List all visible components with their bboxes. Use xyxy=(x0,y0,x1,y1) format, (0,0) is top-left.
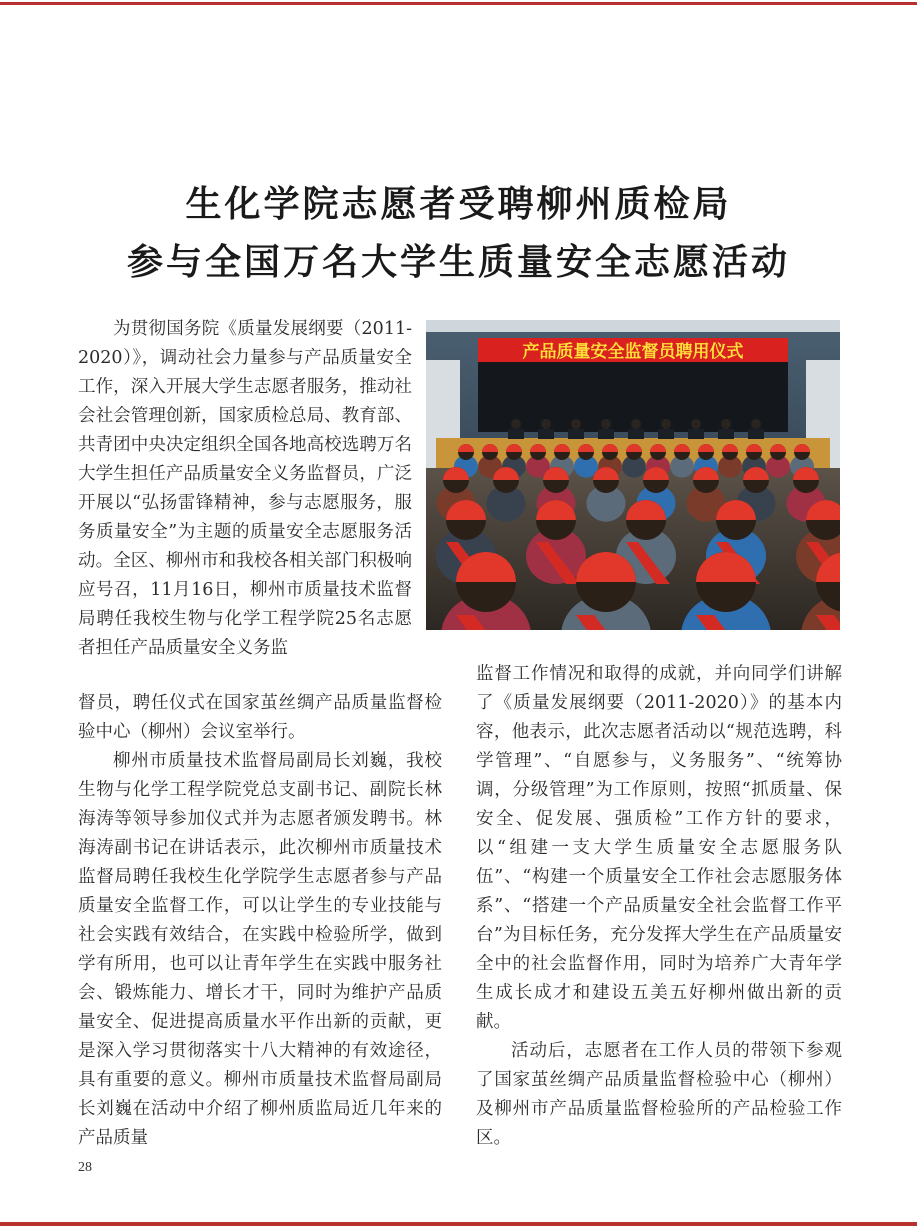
bottom-border-rule xyxy=(0,1222,917,1226)
article-title-line-2: 参与全国万名大学生质量安全志愿活动 xyxy=(126,242,790,283)
photo-officials xyxy=(508,419,764,439)
official-head xyxy=(751,419,761,429)
official-body xyxy=(568,429,584,439)
official-body xyxy=(538,429,554,439)
official-body xyxy=(658,429,674,439)
photo-banner-text: 产品质量安全监督员聘用仪式 xyxy=(522,342,744,362)
official-head xyxy=(541,419,551,429)
official-head xyxy=(721,419,731,429)
left-column-bottom xyxy=(78,689,442,1153)
official-body xyxy=(598,429,614,439)
official-body xyxy=(628,429,644,439)
official-head xyxy=(661,419,671,429)
official-body xyxy=(748,429,764,439)
paragraph-2: 柳州市质量技术监督局副局长刘巍，我校生物与化学工程学院党总支副书记、副院长林海涛等领导参加仪式并为志愿者颁发聘书。林海涛副书记在讲话表示，此次柳州市质量技术监督局聘任我校生化学院学生志愿者参与产品质量安全监督工作，可以让学生的专业技能与社会实践有效结合，在实践中检验所学，做到学有所用，也可以让青年学生在实践中服务社会、锻炼能力、增长才干，同时为维护产品质量安全、促进提高质量水平作出新的贡献，更是深入学习贯彻落实十八大精神的有效途径，具有重要的意义。柳州市质量技术监督局副局长刘巍在活动中介绍了柳州质监局近几年来的产品质量 xyxy=(78,751,442,1148)
official-head xyxy=(601,419,611,429)
official-body xyxy=(688,429,704,439)
photo-ceiling xyxy=(426,320,840,332)
right-column xyxy=(476,660,842,1153)
article-title-line-1: 生化学院志愿者受聘柳州质检局 xyxy=(185,184,732,225)
paragraph-1-start: 为贯彻国务院《质量发展纲要（2011-2020）》，调动社会力量参与产品质量安全工作，深入开展大学生志愿者服务，推动社会社会管理创新，国家质检总局、教育部、共青团中央决定组织全国各地高校选聘万名大学生担任产品质量安全义务监督员，广泛开展以“弘扬雷锋精神，参与志愿服务，服务质量安全”为主题的质量安全志愿服务活动。全区、柳州市和我校各相关部门积极响应号召，11月16日，柳州市质量技术监督局聘任我校生物与化学工程学院25名志愿者担任产品质量安全义务监 xyxy=(78,319,412,658)
paragraph-1-end: 督员，聘任仪式在国家茧丝绸产品质量监督检验中心（柳州）会议室举行。 xyxy=(78,693,442,742)
official-body xyxy=(508,429,524,439)
top-border-rule xyxy=(0,2,917,5)
left-column-top xyxy=(78,315,412,663)
official-head xyxy=(631,419,641,429)
paragraph-2-continued: 监督工作情况和取得的成就，并向同学们讲解了《质量发展纲要（2011-2020）》的基本内容，他表示，此次志愿者活动以“规范选聘，科学管理”、“自愿参与，义务服务”、“统筹协调，分级管理”为工作原则，按照“抓质量、保安全、促发展、强质检”工作方针的要求，以“组建一支大学生质量安全志愿服务队伍”、“构建一个质量安全工作社会志愿服务体系”、“搭建一个产品质量安全社会监督工作平台”为目标任务，充分发挥大学生在产品质量安全中的社会监督作用，同时为培养广大青年学生成长成才和建设五美五好柳州做出新的贡献。 xyxy=(476,664,842,1032)
official-head xyxy=(691,419,701,429)
official-head xyxy=(571,419,581,429)
official-body xyxy=(718,429,734,439)
ceremony-photo xyxy=(426,320,840,630)
official-head xyxy=(511,419,521,429)
page-number: 28 xyxy=(78,1160,92,1175)
paragraph-3: 活动后，志愿者在工作人员的带领下参观了国家茧丝绸产品质量监督检验中心（柳州）及柳州市产品质量监督检验所的产品检验工作区。 xyxy=(476,1041,842,1148)
